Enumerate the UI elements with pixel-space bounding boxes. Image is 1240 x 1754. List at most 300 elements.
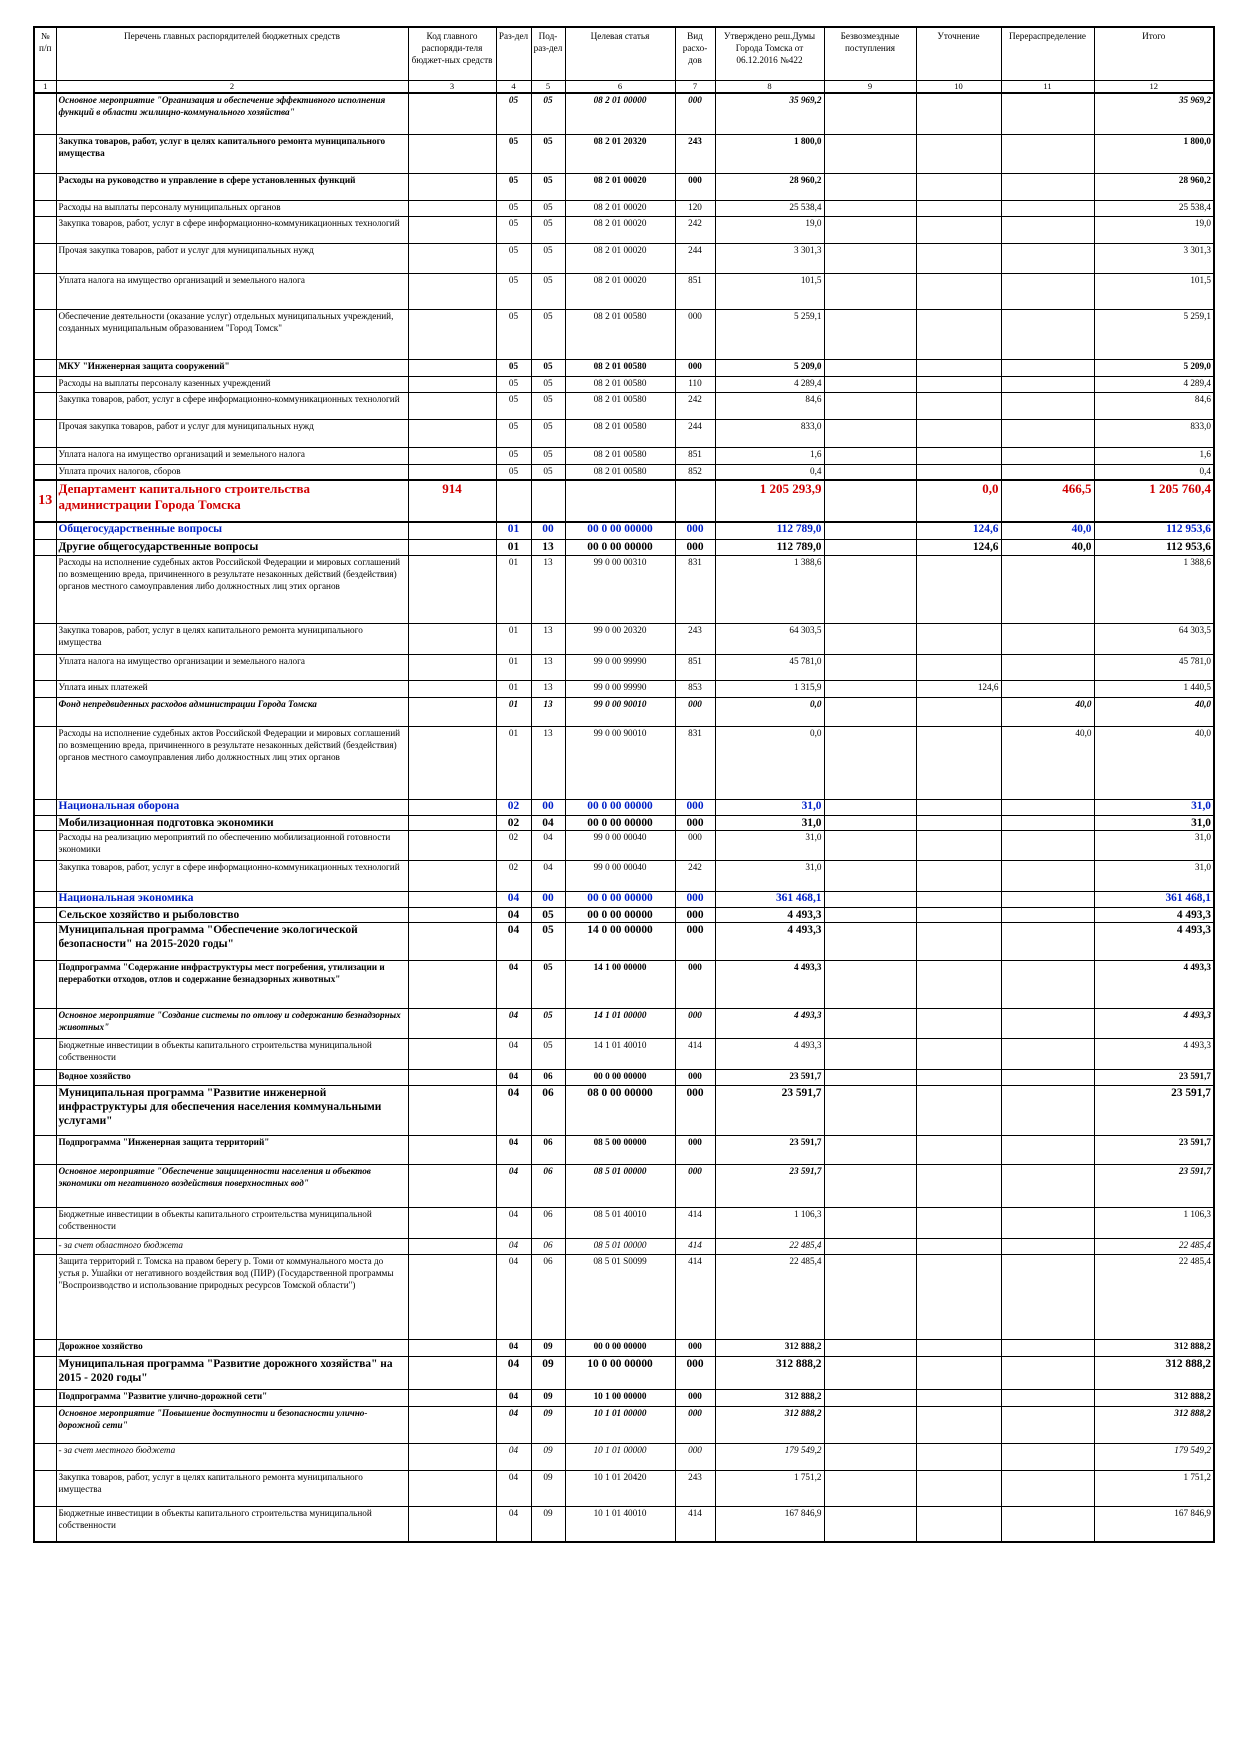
section: 02 — [496, 815, 531, 830]
grbs-code — [408, 447, 496, 464]
target-item: 99 0 00 00040 — [565, 830, 675, 860]
expense-type: 000 — [675, 922, 715, 960]
redistribution-amount — [1001, 1069, 1094, 1085]
grants-amount — [824, 1339, 916, 1356]
section: 04 — [496, 960, 531, 1008]
redistribution-amount: 466,5 — [1001, 480, 1094, 522]
subsection — [531, 480, 565, 522]
refinement-amount: 124,6 — [916, 539, 1001, 555]
grbs-code — [408, 1085, 496, 1135]
approved-amount: 1 205 293,9 — [715, 480, 824, 522]
redistribution-amount — [1001, 799, 1094, 815]
column-number: 10 — [916, 81, 1001, 94]
refinement-amount — [916, 1389, 1001, 1406]
grbs-code — [408, 654, 496, 680]
grants-amount — [824, 464, 916, 480]
total-amount: 1 106,3 — [1094, 1207, 1214, 1238]
grbs-code — [408, 907, 496, 922]
grbs-code — [408, 1207, 496, 1238]
approved-amount: 167 846,9 — [715, 1506, 824, 1542]
subsection: 05 — [531, 1038, 565, 1069]
grants-amount — [824, 1008, 916, 1038]
approved-amount: 179 549,2 — [715, 1443, 824, 1470]
table-row — [34, 1008, 1214, 1038]
redistribution-amount — [1001, 1389, 1094, 1406]
total-amount: 45 781,0 — [1094, 654, 1214, 680]
row-number — [34, 419, 56, 447]
target-item: 10 1 01 20420 — [565, 1470, 675, 1506]
grants-amount — [824, 891, 916, 907]
refinement-amount — [916, 623, 1001, 654]
table-row — [34, 815, 1214, 830]
row-number — [34, 1038, 56, 1069]
redistribution-amount — [1001, 1085, 1094, 1135]
table-row — [34, 922, 1214, 960]
grants-amount — [824, 1164, 916, 1207]
redistribution-amount — [1001, 376, 1094, 392]
row-name: Прочая закупка товаров, работ и услуг для муниципальных нужд — [56, 243, 408, 273]
subsection: 06 — [531, 1238, 565, 1254]
expense-type: 831 — [675, 555, 715, 623]
subsection: 05 — [531, 309, 565, 359]
redistribution-amount — [1001, 1008, 1094, 1038]
approved-amount: 312 888,2 — [715, 1356, 824, 1389]
section: 01 — [496, 726, 531, 799]
refinement-amount — [916, 922, 1001, 960]
total-amount: 4 493,3 — [1094, 922, 1214, 960]
grbs-code — [408, 1356, 496, 1389]
table-row — [34, 1356, 1214, 1389]
approved-amount: 0,4 — [715, 464, 824, 480]
subsection: 04 — [531, 815, 565, 830]
approved-amount: 31,0 — [715, 830, 824, 860]
section: 04 — [496, 1207, 531, 1238]
refinement-amount — [916, 273, 1001, 309]
row-number — [34, 815, 56, 830]
target-item: 08 2 01 00580 — [565, 392, 675, 419]
table-body — [34, 93, 1214, 1542]
approved-amount: 4 289,4 — [715, 376, 824, 392]
expense-type: 851 — [675, 273, 715, 309]
total-amount: 23 591,7 — [1094, 1164, 1214, 1207]
target-item: 08 2 01 00020 — [565, 173, 675, 200]
subsection: 09 — [531, 1389, 565, 1406]
subsection: 06 — [531, 1069, 565, 1085]
refinement-amount — [916, 419, 1001, 447]
row-number — [34, 1339, 56, 1356]
grbs-code — [408, 1164, 496, 1207]
expense-type: 414 — [675, 1238, 715, 1254]
refinement-amount — [916, 309, 1001, 359]
approved-amount: 1 388,6 — [715, 555, 824, 623]
table-row — [34, 1254, 1214, 1339]
section: 04 — [496, 922, 531, 960]
row-number — [34, 1207, 56, 1238]
row-name: Бюджетные инвестиции в объекты капитального строительства муниципальной собственности — [56, 1506, 408, 1542]
approved-amount: 1 751,2 — [715, 1470, 824, 1506]
row-name: Муниципальная программа "Развитие дорожного хозяйства" на 2015 - 2020 годы" — [56, 1356, 408, 1389]
subsection: 13 — [531, 726, 565, 799]
row-name: Национальная экономика — [56, 891, 408, 907]
section: 05 — [496, 359, 531, 376]
grbs-code — [408, 830, 496, 860]
grbs-code — [408, 891, 496, 907]
refinement-amount — [916, 93, 1001, 134]
section: 04 — [496, 1443, 531, 1470]
target-item: 08 5 01 00000 — [565, 1164, 675, 1207]
section: 04 — [496, 1038, 531, 1069]
table-row — [34, 376, 1214, 392]
row-number — [34, 447, 56, 464]
grants-amount — [824, 522, 916, 539]
row-name: Расходы на выплаты персоналу казенных учреждений — [56, 376, 408, 392]
subsection: 05 — [531, 173, 565, 200]
target-item: 99 0 00 00310 — [565, 555, 675, 623]
grants-amount — [824, 216, 916, 243]
section: 05 — [496, 216, 531, 243]
approved-amount: 4 493,3 — [715, 1038, 824, 1069]
approved-amount: 833,0 — [715, 419, 824, 447]
target-item: 08 5 01 S0099 — [565, 1254, 675, 1339]
subsection: 05 — [531, 376, 565, 392]
redistribution-amount — [1001, 273, 1094, 309]
total-amount: 31,0 — [1094, 815, 1214, 830]
redistribution-amount — [1001, 1238, 1094, 1254]
redistribution-amount — [1001, 1443, 1094, 1470]
expense-type: 000 — [675, 891, 715, 907]
grbs-code — [408, 1254, 496, 1339]
refinement-amount — [916, 1085, 1001, 1135]
redistribution-amount — [1001, 907, 1094, 922]
section: 05 — [496, 464, 531, 480]
section: 01 — [496, 539, 531, 555]
redistribution-amount — [1001, 1254, 1094, 1339]
redistribution-amount: 40,0 — [1001, 522, 1094, 539]
row-name: Уплата налога на имущество организаций и земельного налога — [56, 447, 408, 464]
budget-table — [33, 26, 1215, 1543]
redistribution-amount — [1001, 891, 1094, 907]
section: 04 — [496, 1506, 531, 1542]
approved-amount: 23 591,7 — [715, 1069, 824, 1085]
table-row — [34, 1164, 1214, 1207]
row-name: Основное мероприятие "Повышение доступности и безопасности улично-дорожной сети" — [56, 1406, 408, 1443]
grbs-code — [408, 726, 496, 799]
target-item: 08 2 01 00000 — [565, 93, 675, 134]
refinement-amount — [916, 1254, 1001, 1339]
grants-amount — [824, 726, 916, 799]
section — [496, 480, 531, 522]
subsection: 00 — [531, 799, 565, 815]
approved-amount: 22 485,4 — [715, 1238, 824, 1254]
target-item: 00 0 00 00000 — [565, 1339, 675, 1356]
subsection: 05 — [531, 907, 565, 922]
table-row — [34, 464, 1214, 480]
expense-type: 000 — [675, 1356, 715, 1389]
row-number — [34, 891, 56, 907]
target-item: 99 0 00 90010 — [565, 726, 675, 799]
approved-amount: 312 888,2 — [715, 1389, 824, 1406]
header-approved: Утверждено реш.Думы Города Томска от 06.12.2016 №422 — [715, 27, 824, 81]
grants-amount — [824, 1135, 916, 1164]
table-row — [34, 392, 1214, 419]
grbs-code — [408, 392, 496, 419]
row-number — [34, 799, 56, 815]
total-amount: 833,0 — [1094, 419, 1214, 447]
subsection: 09 — [531, 1339, 565, 1356]
approved-amount: 0,0 — [715, 726, 824, 799]
target-item: 08 2 01 00020 — [565, 200, 675, 216]
grants-amount — [824, 134, 916, 173]
approved-amount: 22 485,4 — [715, 1254, 824, 1339]
total-amount: 312 888,2 — [1094, 1389, 1214, 1406]
row-name: Бюджетные инвестиции в объекты капитального строительства муниципальной собственности — [56, 1038, 408, 1069]
grbs-code — [408, 1008, 496, 1038]
grants-amount — [824, 907, 916, 922]
grants-amount — [824, 1069, 916, 1085]
grbs-code — [408, 200, 496, 216]
section: 04 — [496, 1069, 531, 1085]
row-name: - за счет местного бюджета — [56, 1443, 408, 1470]
section: 05 — [496, 392, 531, 419]
approved-amount: 23 591,7 — [715, 1135, 824, 1164]
column-number: 12 — [1094, 81, 1214, 94]
total-amount: 22 485,4 — [1094, 1254, 1214, 1339]
row-name: Департамент капитального строительства администрации Города Томска — [56, 480, 408, 522]
column-number: 3 — [408, 81, 496, 94]
row-name: Расходы на исполнение судебных актов Российской Федерации и мировых соглашений по возмещению вреда, причиненного в результате незаконных действий (бездействия) органов местного самоуправления либо должностных лиц этих органов — [56, 555, 408, 623]
section: 02 — [496, 830, 531, 860]
target-item: 14 1 01 00000 — [565, 1008, 675, 1038]
expense-type — [675, 480, 715, 522]
section: 04 — [496, 1085, 531, 1135]
column-number: 8 — [715, 81, 824, 94]
redistribution-amount — [1001, 1164, 1094, 1207]
target-item: 08 2 01 20320 — [565, 134, 675, 173]
approved-amount: 84,6 — [715, 392, 824, 419]
approved-amount: 112 789,0 — [715, 522, 824, 539]
redistribution-amount — [1001, 392, 1094, 419]
total-amount: 23 591,7 — [1094, 1135, 1214, 1164]
grbs-code — [408, 1389, 496, 1406]
row-number — [34, 93, 56, 134]
section: 05 — [496, 200, 531, 216]
table-row — [34, 680, 1214, 697]
total-amount: 25 538,4 — [1094, 200, 1214, 216]
header-section: Раз-дел — [496, 27, 531, 81]
table-row — [34, 830, 1214, 860]
row-number — [34, 860, 56, 891]
row-name: Муниципальная программа "Развитие инженерной инфраструктуры для обеспечения населения коммунальными услугами" — [56, 1085, 408, 1135]
subsection: 05 — [531, 200, 565, 216]
approved-amount: 28 960,2 — [715, 173, 824, 200]
target-item: 00 0 00 00000 — [565, 907, 675, 922]
total-amount: 5 209,0 — [1094, 359, 1214, 376]
refinement-amount — [916, 1135, 1001, 1164]
section: 04 — [496, 1238, 531, 1254]
refinement-amount: 124,6 — [916, 522, 1001, 539]
target-item: 99 0 00 00040 — [565, 860, 675, 891]
grbs-code — [408, 359, 496, 376]
row-number — [34, 173, 56, 200]
row-number — [34, 273, 56, 309]
table-row — [34, 799, 1214, 815]
grants-amount — [824, 419, 916, 447]
row-name: Уплата прочих налогов, сборов — [56, 464, 408, 480]
approved-amount: 312 888,2 — [715, 1406, 824, 1443]
redistribution-amount — [1001, 447, 1094, 464]
expense-type: 242 — [675, 216, 715, 243]
approved-amount: 0,0 — [715, 697, 824, 726]
grants-amount — [824, 623, 916, 654]
redistribution-amount — [1001, 173, 1094, 200]
expense-type: 000 — [675, 697, 715, 726]
grbs-code — [408, 522, 496, 539]
grants-amount — [824, 1038, 916, 1069]
grbs-code — [408, 309, 496, 359]
expense-type: 831 — [675, 726, 715, 799]
subsection: 09 — [531, 1443, 565, 1470]
row-number — [34, 522, 56, 539]
total-amount: 35 969,2 — [1094, 93, 1214, 134]
subsection: 06 — [531, 1164, 565, 1207]
row-number — [34, 1506, 56, 1542]
redistribution-amount — [1001, 1135, 1094, 1164]
expense-type: 000 — [675, 1339, 715, 1356]
row-name: Закупка товаров, работ, услуг в целях капитального ремонта муниципального имущества — [56, 623, 408, 654]
row-number: 13 — [34, 480, 56, 522]
total-amount: 22 485,4 — [1094, 1238, 1214, 1254]
row-name: Расходы на реализацию мероприятий по обеспечению мобилизационной готовности экономики — [56, 830, 408, 860]
subsection: 05 — [531, 447, 565, 464]
subsection: 05 — [531, 216, 565, 243]
column-number: 6 — [565, 81, 675, 94]
total-amount: 31,0 — [1094, 799, 1214, 815]
table-row — [34, 1038, 1214, 1069]
grbs-code — [408, 1339, 496, 1356]
grants-amount — [824, 815, 916, 830]
approved-amount: 4 493,3 — [715, 1008, 824, 1038]
total-amount: 167 846,9 — [1094, 1506, 1214, 1542]
target-item: 08 2 01 00020 — [565, 216, 675, 243]
row-number — [34, 907, 56, 922]
section: 04 — [496, 1254, 531, 1339]
grants-amount — [824, 1254, 916, 1339]
expense-type: 414 — [675, 1254, 715, 1339]
table-row — [34, 309, 1214, 359]
subsection: 09 — [531, 1356, 565, 1389]
target-item: 08 0 00 00000 — [565, 1085, 675, 1135]
refinement-amount — [916, 891, 1001, 907]
row-number — [34, 680, 56, 697]
row-name: Бюджетные инвестиции в объекты капитального строительства муниципальной собственности — [56, 1207, 408, 1238]
total-amount: 4 493,3 — [1094, 1038, 1214, 1069]
expense-type: 120 — [675, 200, 715, 216]
subsection: 13 — [531, 654, 565, 680]
section: 04 — [496, 1164, 531, 1207]
grants-amount — [824, 1207, 916, 1238]
total-amount: 3 301,3 — [1094, 243, 1214, 273]
approved-amount: 19,0 — [715, 216, 824, 243]
refinement-amount — [916, 1470, 1001, 1506]
row-number — [34, 1238, 56, 1254]
column-number: 11 — [1001, 81, 1094, 94]
grbs-code — [408, 216, 496, 243]
refinement-amount — [916, 555, 1001, 623]
redistribution-amount: 40,0 — [1001, 726, 1094, 799]
subsection: 13 — [531, 697, 565, 726]
row-number — [34, 539, 56, 555]
section: 05 — [496, 134, 531, 173]
budget-sheet — [33, 26, 1215, 1543]
target-item: 14 1 01 40010 — [565, 1038, 675, 1069]
subsection: 05 — [531, 419, 565, 447]
approved-amount: 25 538,4 — [715, 200, 824, 216]
grants-amount — [824, 799, 916, 815]
expense-type: 000 — [675, 539, 715, 555]
approved-amount: 31,0 — [715, 815, 824, 830]
grants-amount — [824, 1406, 916, 1443]
redistribution-amount — [1001, 1356, 1094, 1389]
expense-type: 000 — [675, 1008, 715, 1038]
table-row — [34, 1506, 1214, 1542]
total-amount: 312 888,2 — [1094, 1406, 1214, 1443]
total-amount: 4 493,3 — [1094, 907, 1214, 922]
grbs-code — [408, 799, 496, 815]
total-amount: 1 800,0 — [1094, 134, 1214, 173]
table-row — [34, 273, 1214, 309]
approved-amount: 361 468,1 — [715, 891, 824, 907]
target-item: 08 2 01 00020 — [565, 243, 675, 273]
expense-type: 851 — [675, 447, 715, 464]
target-item: 99 0 00 90010 — [565, 697, 675, 726]
grants-amount — [824, 1443, 916, 1470]
table-row — [34, 907, 1214, 922]
grbs-code: 914 — [408, 480, 496, 522]
approved-amount: 4 493,3 — [715, 960, 824, 1008]
expense-type: 243 — [675, 1470, 715, 1506]
redistribution-amount — [1001, 830, 1094, 860]
section: 04 — [496, 1339, 531, 1356]
row-name: Закупка товаров, работ, услуг в сфере информационно-коммуникационных технологий — [56, 860, 408, 891]
target-item: 14 1 00 00000 — [565, 960, 675, 1008]
approved-amount: 45 781,0 — [715, 654, 824, 680]
subsection: 05 — [531, 922, 565, 960]
section: 05 — [496, 173, 531, 200]
grants-amount — [824, 1389, 916, 1406]
total-amount: 23 591,7 — [1094, 1069, 1214, 1085]
row-number — [34, 1164, 56, 1207]
table-row — [34, 1389, 1214, 1406]
redistribution-amount — [1001, 623, 1094, 654]
table-row — [34, 216, 1214, 243]
subsection: 05 — [531, 273, 565, 309]
subsection: 13 — [531, 623, 565, 654]
row-number — [34, 134, 56, 173]
subsection: 04 — [531, 830, 565, 860]
column-number: 2 — [56, 81, 408, 94]
section: 02 — [496, 799, 531, 815]
target-item: 00 0 00 00000 — [565, 1069, 675, 1085]
expense-type: 000 — [675, 1406, 715, 1443]
row-name: Закупка товаров, работ, услуг в целях капитального ремонта муниципального имущества — [56, 134, 408, 173]
row-name: Уплата иных платежей — [56, 680, 408, 697]
expense-type: 000 — [675, 830, 715, 860]
subsection: 13 — [531, 680, 565, 697]
table-row — [34, 1207, 1214, 1238]
grbs-code — [408, 922, 496, 960]
redistribution-amount — [1001, 359, 1094, 376]
refinement-amount — [916, 216, 1001, 243]
